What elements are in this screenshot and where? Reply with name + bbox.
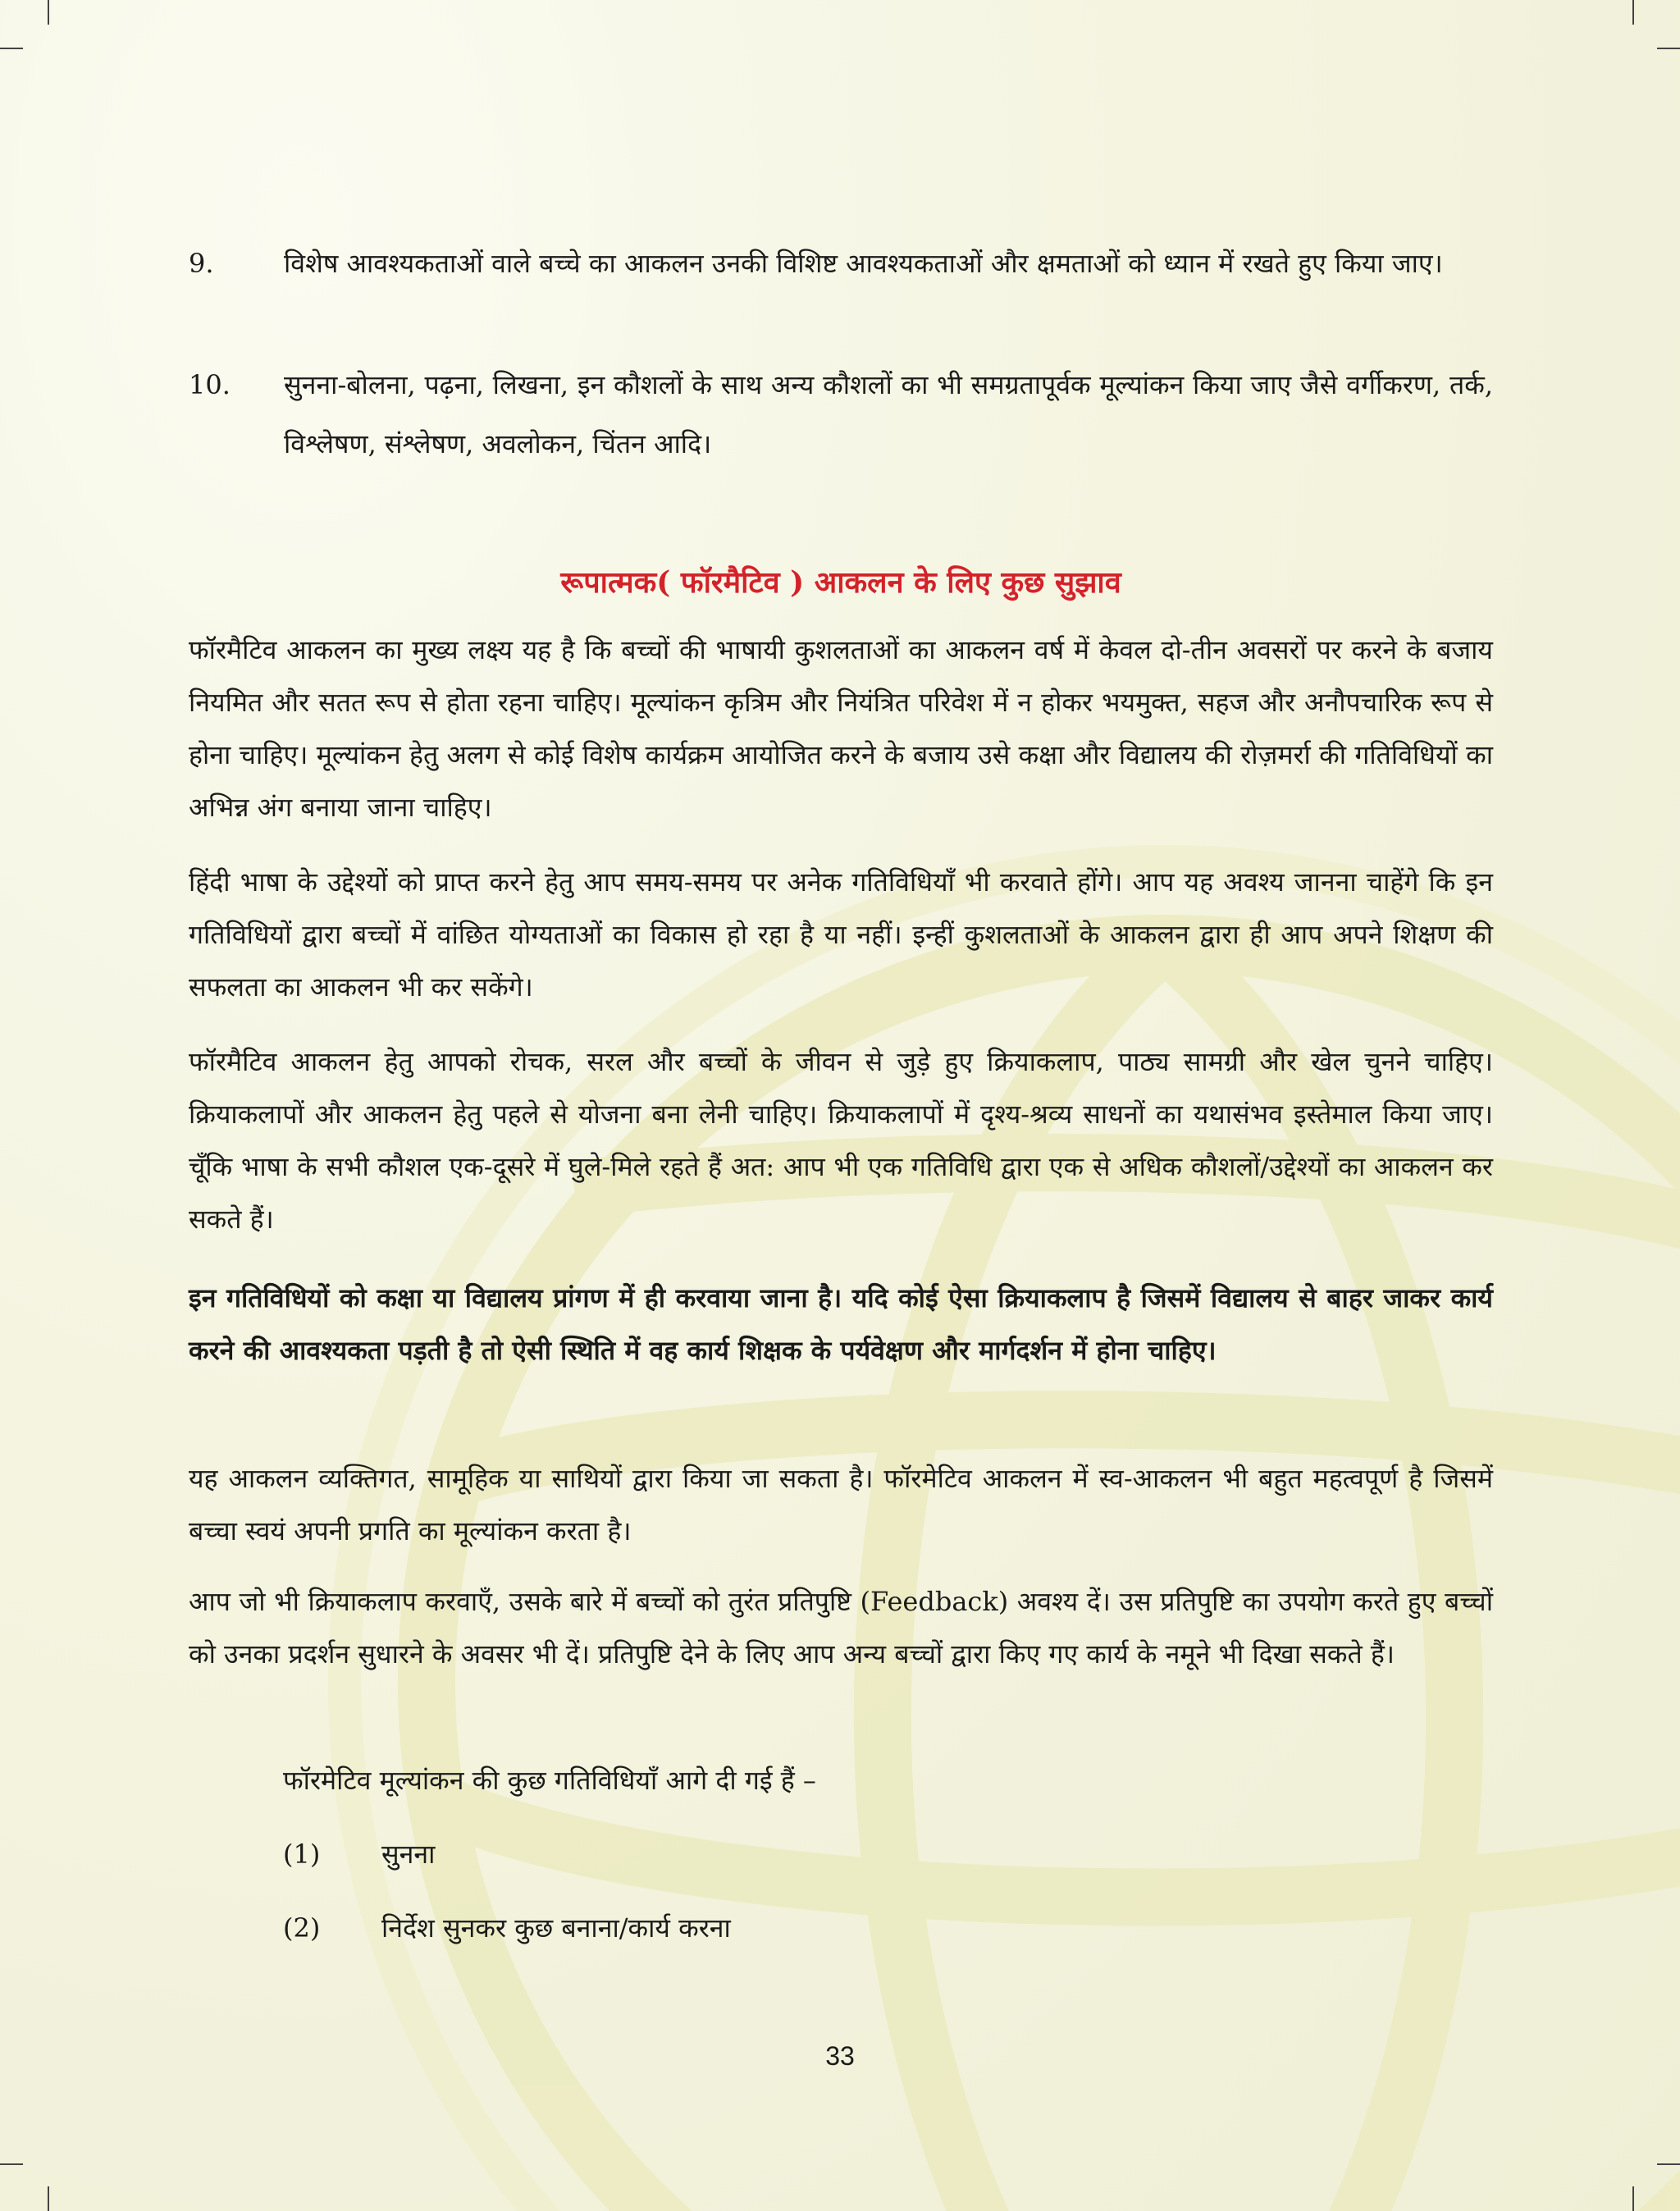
paragraph: यह आकलन व्यक्तिगत, सामूहिक या साथियों द्वारा किया जा सकता है। फॉरमेटिव आकलन में स्व-आकलन भी बहुत महत्वपूर्ण है जिसमें बच्चा स्वयं अपनी प्रगति का मूल्यांकन करता है। [189,1463,1493,1546]
activity-item [283,1903,731,1953]
paragraph: फॉरमैटिव आकलन हेतु आपको रोचक, सरल और बच्चों के जीवन से जुड़े हुए क्रियाकलाप, पाठ्य सामग्री और खेल चुनने चाहिए। क्रियाकलापों और आकलन हेतु पहले से योजना बना लेनी चाहिए। क्रियाकलापों में दृश्य-श्रव्य साधनों का यथासंभव इस्तेमाल किया जाए। चूँकि भाषा के सभी कौशल एक-दूसरे में घुले-मिले रहते हैं अत: आप भी एक गतिविधि द्वारा एक से अधिक कौशलों/उद्देश्यों का आकलन कर सकते हैं। [189,1046,1493,1235]
activity-text: निर्देश सुनकर कुछ बनाना/कार्य करना [381,1912,731,1944]
item-number: 9. [189,248,214,279]
activity-text: सुनना [381,1839,436,1870]
activity-item [283,1830,435,1879]
page-number: 33 [825,2041,855,2071]
bold-paragraph: इन गतिविधियों को कक्षा या विद्यालय प्रांगण में ही करवाया जाना है। यदि कोई ऐसा क्रियाकलाप है जिसमें विद्यालय से बाहर जाकर कार्य करने की आवश्यकता पड़ती है तो ऐसी स्थिति में वह कार्य शिक्षक के पर्यवेक्षण और मार्गदर्शन में होना चाहिए। [189,1282,1493,1366]
paragraph: आप जो भी क्रियाकलाप करवाएँ, उसके बारे में बच्चों को तुरंत प्रतिपुष्टि (Feedback) अवश्य दें। उस प्रतिपुष्टि का उपयोग करते हुए बच्चों को उनका प्रदर्शन सुधारने के अवसर भी दें। प्रतिपुष्टि देने के लिए आप अन्य बच्चों द्वारा किए गए कार्य के नमूने भी दिखा सकते हैं। [189,1586,1493,1670]
activity-number: (1) [283,1839,321,1870]
item-text: सुनना-बोलना, पढ़ना, लिखना, इन कौशलों के साथ अन्य कौशलों का भी समग्रतापूर्वक मूल्यांकन किया जाए जैसे वर्गीकरण, तर्क, विश्लेषण, संश्लेषण, अवलोकन, चिंतन आदि। [284,369,1493,459]
paragraph: हिंदी भाषा के उद्देश्यों को प्राप्त करने हेतु आप समय-समय पर अनेक गतिविधियाँ भी करवाते होंगे। आप यह अवश्य जानना चाहेंगे कि इन गतिविधियों द्वारा बच्चों में वांछित योग्यताओं का विकास हो रहा है या नहीं। इन्हीं कुशलताओं के आकलन द्वारा ही आप अपने शिक्षण की सफलता का आकलन भी कर सकेंगे। [189,866,1493,1003]
numbered-item [189,234,1493,293]
numbered-item [189,355,1493,473]
section-heading: रूपात्मक( फॉरमैटिव ) आकलन के लिए कुछ सुझाव [560,565,1121,600]
item-text: विशेष आवश्यकताओं वाले बच्चे का आकलन उनकी विशिष्ट आवश्यकताओं और क्षमताओं को ध्यान में रखते हुए किया जाए। [284,248,1443,279]
item-number: 10. [189,369,231,400]
activities-intro: फॉरमेटिव मूल्यांकन की कुछ गतिविधियाँ आगे दी गई हैं – [283,1765,816,1796]
paragraph: फॉरमैटिव आकलन का मुख्य लक्ष्य यह है कि बच्चों की भाषायी कुशलताओं का आकलन वर्ष में केवल दो-तीन अवसरों पर करने के बजाय नियमित और सतत रूप से होता रहना चाहिए। मूल्यांकन कृत्रिम और नियंत्रित परिवेश में न होकर भयमुक्त, सहज और अनौपचारिक रूप से होना चाहिए। मूल्यांकन हेतु अलग से कोई विशेष कार्यक्रम आयोजित करने के बजाय उसे कक्षा और विद्यालय की रोज़मर्रा की गतिविधियों का अभिन्न अंग बनाया जाना चाहिए। [189,634,1493,823]
activity-number: (2) [283,1912,321,1944]
